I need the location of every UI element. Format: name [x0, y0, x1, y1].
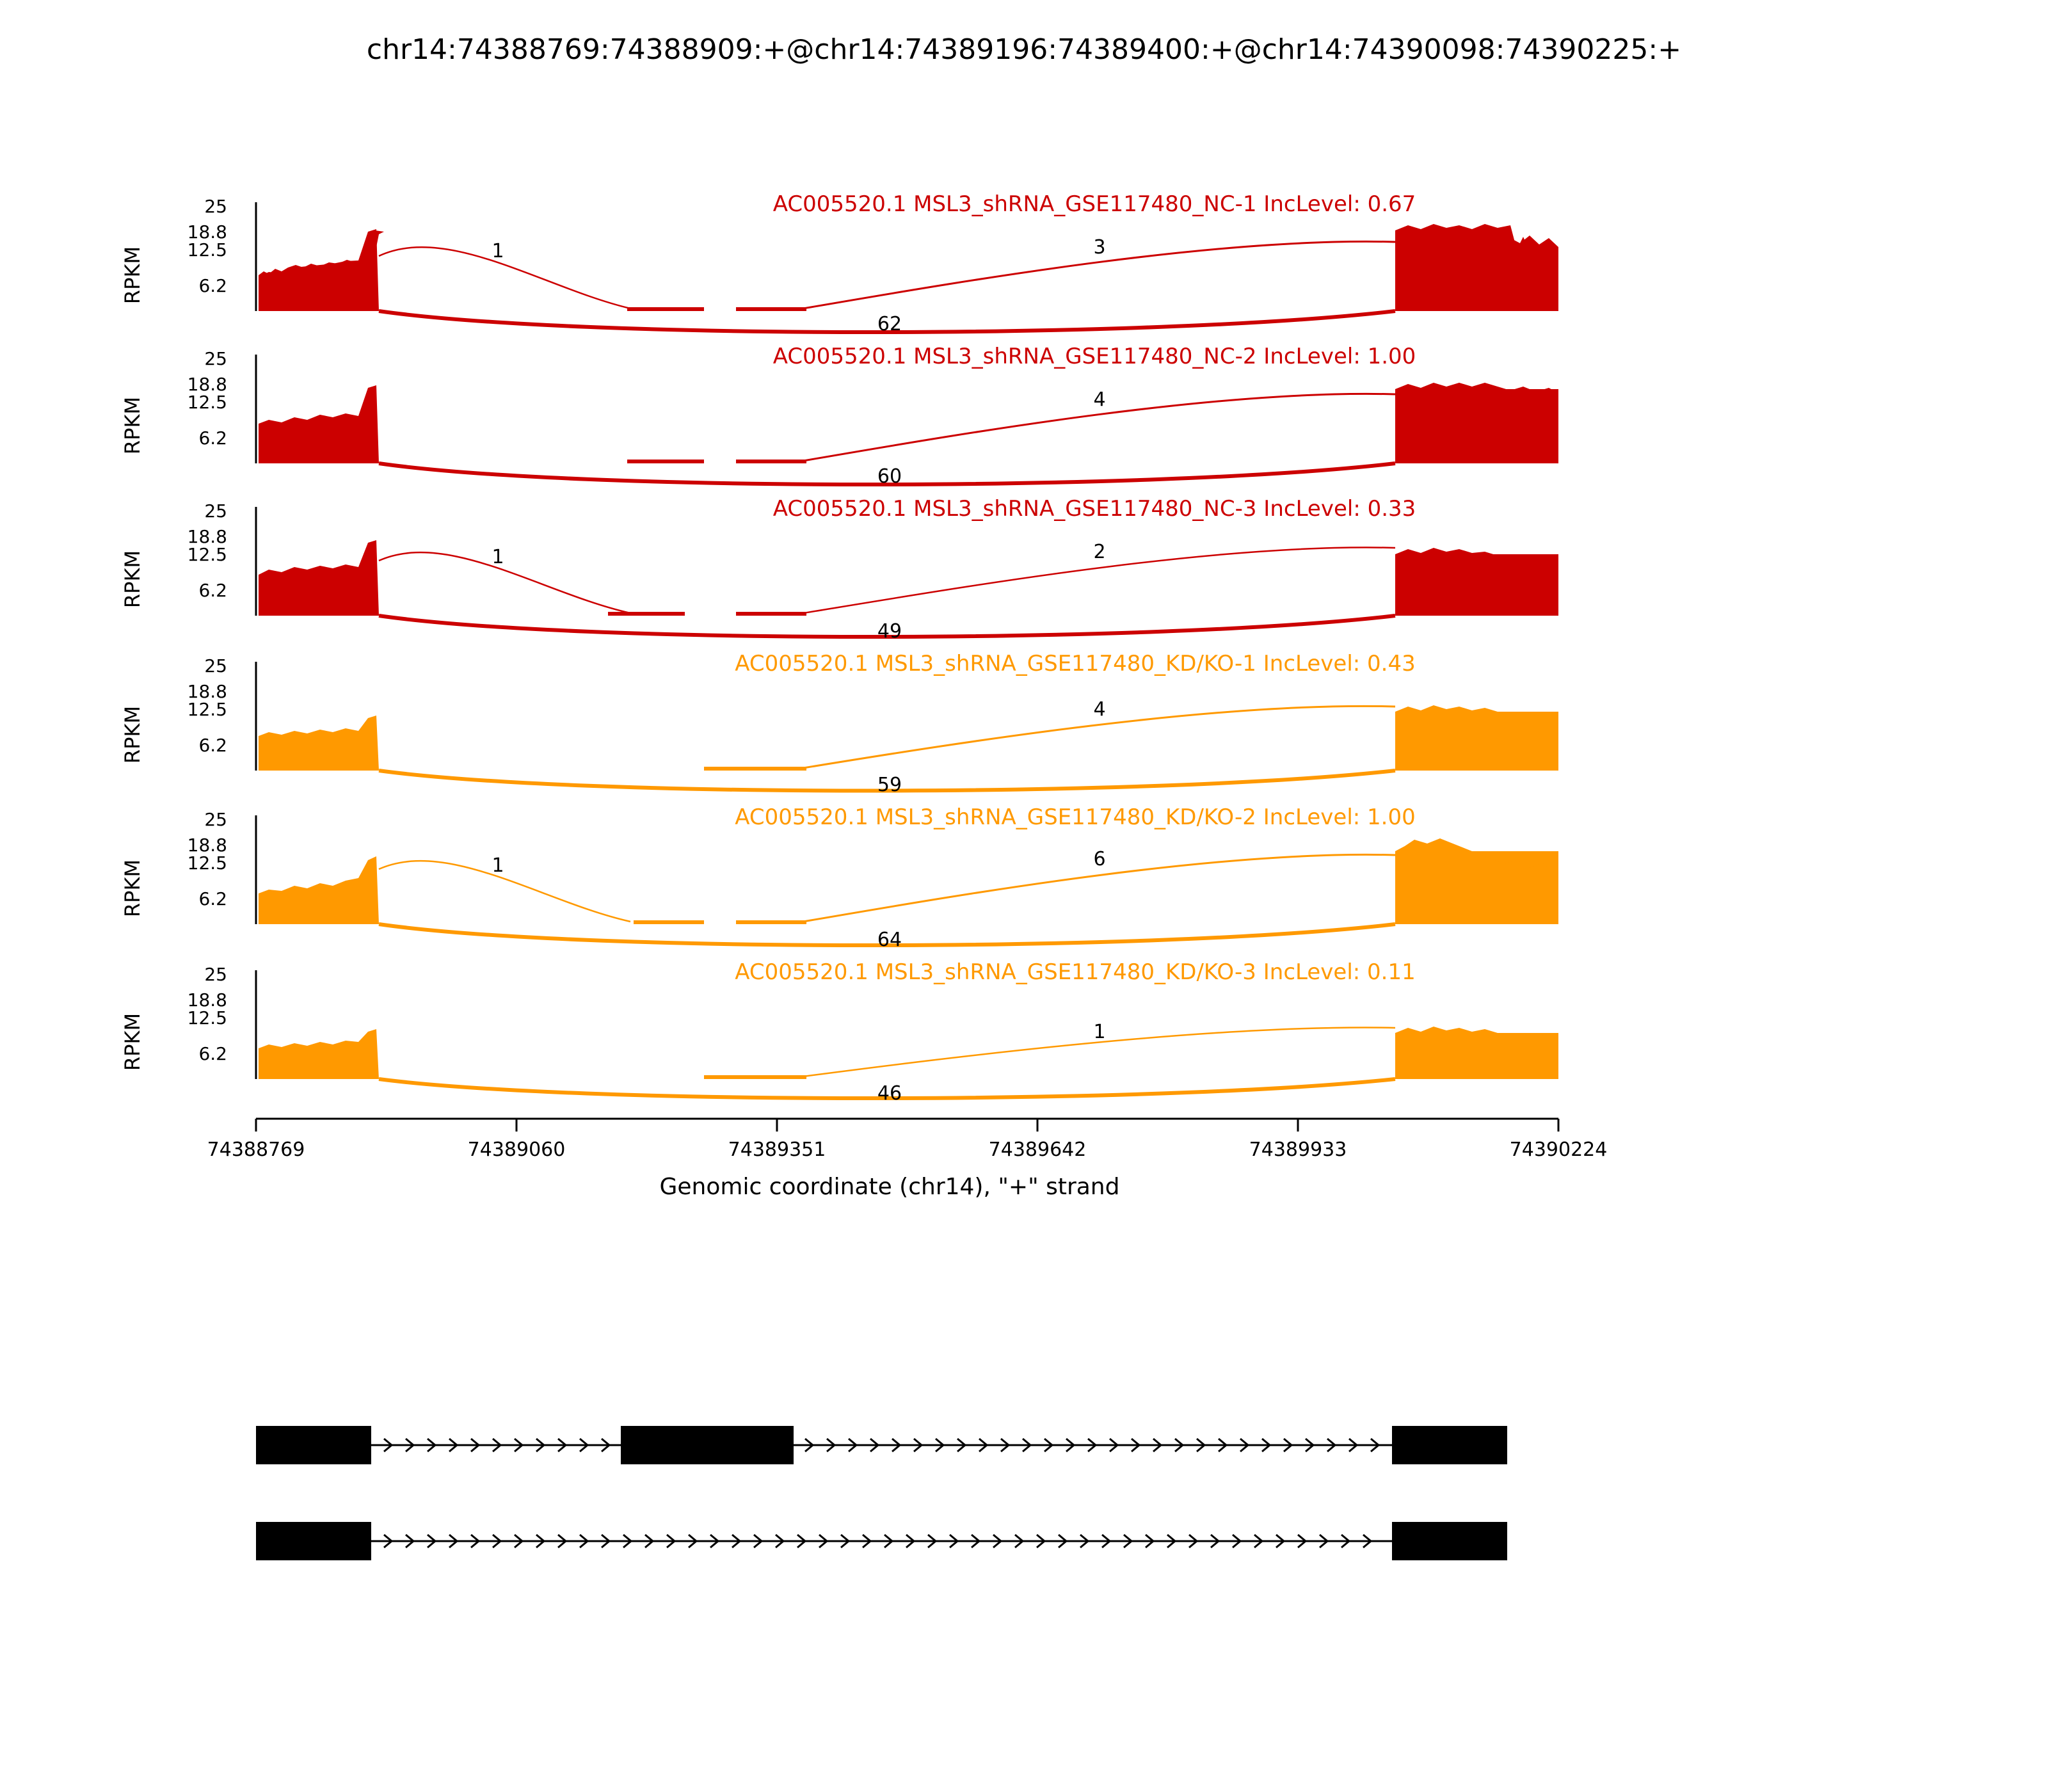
- track-5-rpkm-label: RPKM: [120, 859, 145, 918]
- track-4-title: AC005520.1 MSL3_shRNA_GSE117480_KD/KO-1 IncLevel: 0.43: [735, 651, 1416, 676]
- track-6-ytick-18: 18.8: [187, 989, 227, 1011]
- track-6-junction-label-1: 1: [1093, 1021, 1106, 1043]
- track-1-junction-label-3: 3: [1093, 236, 1106, 259]
- track-3-ytick-12: 12.5: [187, 544, 227, 565]
- track-6-junction-label-46: 46: [877, 1082, 902, 1105]
- track-6-ytick-6: 6.2: [198, 1043, 227, 1064]
- track-nc-3: [120, 496, 1558, 643]
- track-5-junction-label-6: 6: [1093, 848, 1106, 870]
- track-1-title: AC005520.1 MSL3_shRNA_GSE117480_NC-1 IncLevel: 0.67: [772, 191, 1416, 217]
- x-axis-title: Genomic coordinate (chr14), "+" strand: [659, 1174, 1120, 1200]
- track-2-junction-label-4: 4: [1093, 388, 1106, 411]
- track-5-junction-label-64: 64: [877, 929, 902, 951]
- track-3-title: AC005520.1 MSL3_shRNA_GSE117480_NC-3 IncLevel: 0.33: [772, 496, 1416, 522]
- track-1-junction-label-1: 1: [492, 240, 504, 262]
- track-3-junction-label-1: 1: [492, 546, 504, 568]
- isoform-inclusion: [256, 1426, 1507, 1464]
- xtick-1: 74389060: [467, 1139, 566, 1161]
- exon-block: [256, 1426, 371, 1464]
- track-kdko-2: [120, 804, 1558, 951]
- track-5-ytick-6: 6.2: [198, 888, 227, 909]
- track-4-rpkm-label: RPKM: [120, 705, 145, 764]
- track-1-rpkm-label: RPKM: [120, 246, 145, 305]
- track-5-ytick-12: 12.5: [187, 852, 227, 874]
- track-3-junction-label-2: 2: [1093, 541, 1106, 563]
- track-6-ytick-12: 12.5: [187, 1007, 227, 1028]
- track-5-title: AC005520.1 MSL3_shRNA_GSE117480_KD/KO-2 IncLevel: 1.00: [735, 804, 1416, 830]
- track-4-ytick-6: 6.2: [198, 735, 227, 756]
- exon-block: [1392, 1426, 1507, 1464]
- track-4-ytick-25: 25: [204, 655, 227, 676]
- track-1-junction-label-62: 62: [877, 313, 902, 335]
- track-4-junction-label-4: 4: [1093, 698, 1106, 721]
- xtick-4: 74389933: [1249, 1139, 1347, 1161]
- track-1-ytick-25: 25: [204, 196, 227, 217]
- track-1-ytick-6: 6.2: [198, 275, 227, 296]
- track-6-title: AC005520.1 MSL3_shRNA_GSE117480_KD/KO-3 IncLevel: 0.11: [735, 959, 1416, 985]
- xtick-5: 74390224: [1509, 1139, 1608, 1161]
- xtick-3: 74389642: [988, 1139, 1087, 1161]
- exon-block: [1392, 1522, 1507, 1560]
- track-4-ytick-18: 18.8: [187, 681, 227, 702]
- track-1-ytick-18: 18.8: [187, 221, 227, 243]
- track-2-ytick-12: 12.5: [187, 392, 227, 413]
- xtick-0: 74388769: [207, 1139, 305, 1161]
- track-2-ytick-18: 18.8: [187, 374, 227, 395]
- isoform-skipping: [256, 1522, 1507, 1560]
- track-5-ytick-18: 18.8: [187, 835, 227, 856]
- track-4-junction-label-59: 59: [877, 774, 902, 796]
- track-5-junction-label-1: 1: [492, 854, 504, 877]
- track-3-ytick-18: 18.8: [187, 526, 227, 547]
- track-6-ytick-25: 25: [204, 964, 227, 985]
- track-kdko-3: [120, 959, 1558, 1105]
- track-2-junction-label-60: 60: [877, 465, 902, 488]
- xtick-2: 74389351: [728, 1139, 826, 1161]
- track-1-ytick-12: 12.5: [187, 239, 227, 260]
- track-2-ytick-6: 6.2: [198, 428, 227, 449]
- track-kdko-1: [120, 651, 1558, 796]
- exon-block: [256, 1522, 371, 1560]
- track-2-title: AC005520.1 MSL3_shRNA_GSE117480_NC-2 IncLevel: 1.00: [772, 344, 1416, 369]
- page-title: chr14:74388769:74388909:+@chr14:74389196:74389400:+@chr14:74390098:74390225:+: [366, 33, 1682, 66]
- track-2-ytick-25: 25: [204, 348, 227, 369]
- track-3-junction-label-49: 49: [877, 620, 902, 643]
- track-3-ytick-25: 25: [204, 500, 227, 522]
- track-nc-2: [120, 344, 1558, 488]
- track-6-rpkm-label: RPKM: [120, 1012, 145, 1071]
- track-2-rpkm-label: RPKM: [120, 396, 145, 455]
- x-axis: [207, 1119, 1608, 1200]
- track-nc-1: [120, 191, 1558, 335]
- track-4-ytick-12: 12.5: [187, 699, 227, 720]
- track-5-ytick-25: 25: [204, 809, 227, 830]
- track-3-ytick-6: 6.2: [198, 580, 227, 601]
- track-3-rpkm-label: RPKM: [120, 550, 145, 609]
- exon-block: [621, 1426, 794, 1464]
